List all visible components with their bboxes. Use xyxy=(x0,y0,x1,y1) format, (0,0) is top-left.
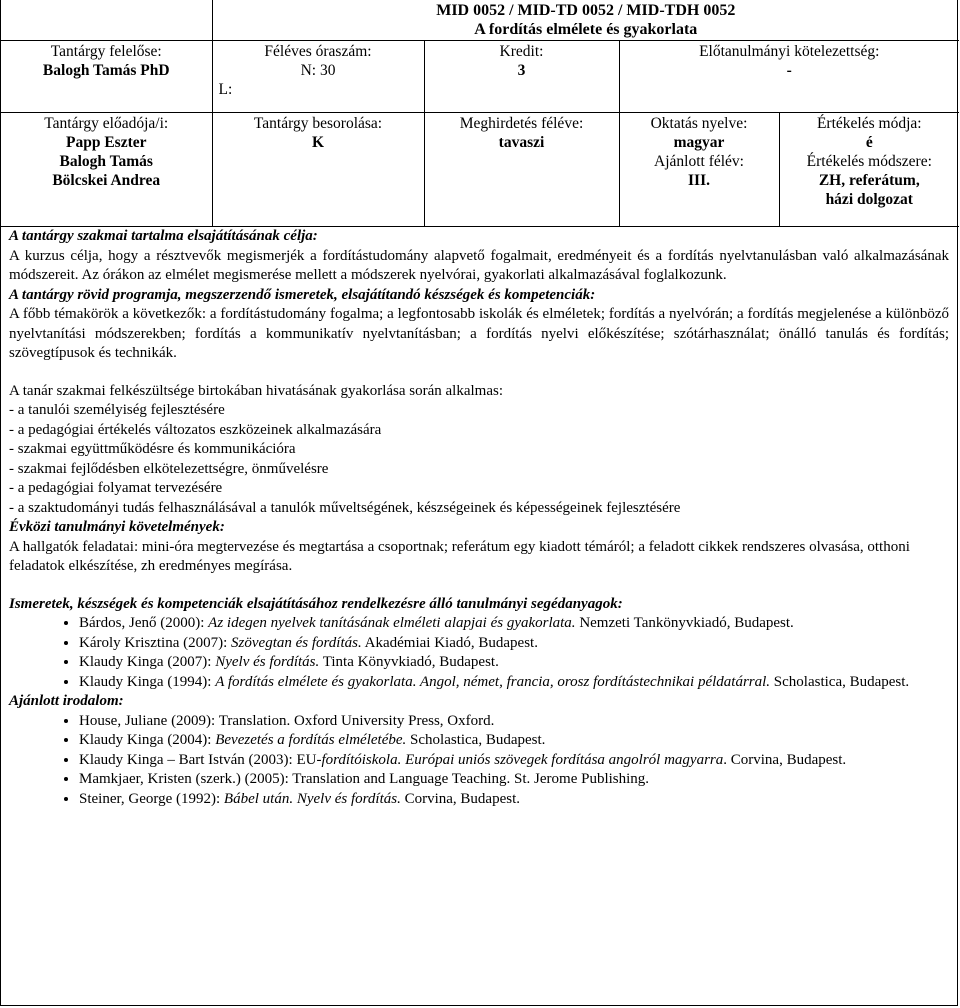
materials-title: Ismeretek, készségek és kompetenciák elsajátításához rendelkezésre álló tanulmányi segédanyagok: xyxy=(9,595,623,612)
language-value: magyar xyxy=(673,134,725,151)
responsible-cell xyxy=(1,41,212,113)
semester-cell xyxy=(424,113,619,227)
prereq-label: Előtanulmányi kötelezettség: xyxy=(699,43,880,60)
aim-title: A tantárgy szakmai tartalma elsajátításának célja: xyxy=(9,228,318,244)
assessment-cell xyxy=(779,113,959,227)
course-title: A fordítás elmélete és gyakorlata xyxy=(474,21,698,38)
list-item: • House, Juliane (2009): Translation. Oxford University Press, Oxford. xyxy=(79,712,949,732)
lecturer-label: Tantárgy előadója/i: xyxy=(44,115,169,132)
credit-value: 3 xyxy=(517,62,526,79)
lecturer-name: Balogh Tamás xyxy=(59,153,153,170)
aim-section xyxy=(1,227,957,286)
credit-cell xyxy=(424,41,619,113)
list-item: • Károly Krisztina (2007): Szövegtan és fordítás. Akadémiai Kiadó, Budapest. xyxy=(79,634,949,654)
hours-label: Féléves óraszám: xyxy=(264,43,372,60)
list-item: • Klaudy Kinga (1994): A fordítás elmélete és gyakorlata. Angol, német, francia, orosz fordítástechnikai példatárral. Scholastica, Budapest. xyxy=(79,673,949,693)
aim-text: A kurzus célja, hogy a résztvevők megismerjék a fordítástudomány alapvető fogalmait, eredményeit és a fordítás nyelvtanulásban való alkalmazásának módszereit. Az órákon az elmélet megismerése mellett a módszerek nyelvórai, gyakorlati alkalmazásával foglalkozunk. xyxy=(9,247,949,283)
competence-item: - a tanulói személyiség fejlesztésére xyxy=(9,402,225,418)
list-item: • Bárdos, Jenő (2000): Az idegen nyelvek tanításának elméleti alapjai és gyakorlata. Nemzeti Tankönyvkiadó, Budapest. xyxy=(79,614,949,634)
semester-value: tavaszi xyxy=(498,134,545,151)
list-item: • Mamkjaer, Kristen (szerk.) (2005): Translation and Language Teaching. St. Jerome Publishing. xyxy=(79,770,949,790)
course-code: MID 0052 / MID-TD 0052 / MID-TDH 0052 xyxy=(436,2,736,19)
assessment-label: Értékelés módja: xyxy=(816,115,922,132)
competence-item: - a pedagógiai folyamat tervezésére xyxy=(9,480,223,496)
course-title-cell xyxy=(212,0,959,41)
recommended-semester-label: Ajánlott félév: xyxy=(654,153,744,170)
competence-item: - a szaktudományi tudás felhasználásával a tanulók műveltségének, készségeinek és képességeinek fejlesztésére xyxy=(9,499,681,516)
requirements-section xyxy=(1,518,957,595)
responsible-label: Tantárgy felelőse: xyxy=(50,43,162,60)
competence-item: - a pedagógiai értékelés változatos eszközeinek alkalmazására xyxy=(9,421,382,438)
recommended-semester-value: III. xyxy=(688,172,710,189)
hours-n: N: 30 xyxy=(300,62,336,79)
materials-list xyxy=(9,614,949,692)
assessment-value: é xyxy=(865,134,873,151)
list-item: • Steiner, George (1992): Bábel után. Nyelv és fordítás. Corvina, Budapest. xyxy=(79,790,949,810)
recommended-section xyxy=(1,692,957,809)
lecturer-cell xyxy=(1,113,212,227)
materials-section xyxy=(1,595,957,693)
requirements-title: Évközi tanulmányi követelmények: xyxy=(9,519,225,535)
responsible-name: Balogh Tamás PhD xyxy=(42,62,170,79)
list-item: • Klaudy Kinga (2007): Nyelv és fordítás. Tinta Könyvkiadó, Budapest. xyxy=(79,653,949,673)
semester-label: Meghirdetés féléve: xyxy=(459,115,584,132)
language-cell xyxy=(619,113,779,227)
classification-label: Tantárgy besorolása: xyxy=(253,115,383,132)
assessment-method-label: Értékelés módszere: xyxy=(806,153,932,170)
credit-label: Kredit: xyxy=(499,43,544,60)
recommended-list xyxy=(9,712,949,810)
hours-l: L: xyxy=(218,81,233,98)
language-label: Oktatás nyelve: xyxy=(650,115,748,132)
prereq-value: - xyxy=(786,62,792,79)
course-header-table xyxy=(1,0,959,227)
competence-item: - szakmai együttműködésre és kommunikációra xyxy=(9,441,296,457)
classification-value: K xyxy=(311,134,325,151)
hours-cell xyxy=(212,41,424,113)
competence-intro: A tanár szakmai felkészültsége birtokában hivatásának gyakorlása során alkalmas: xyxy=(9,382,503,399)
program-section xyxy=(1,286,957,519)
lecturer-name: Papp Eszter xyxy=(65,134,147,151)
program-title: A tantárgy rövid programja, megszerzendő ismeretek, elsajátítandó készségek és kompetenciák: xyxy=(9,286,596,303)
list-item: • Klaudy Kinga – Bart István (2003): EU-fordítóiskola. Európai uniós szövegek fordítása angolról magyarra. Corvina, Budapest. xyxy=(79,751,949,771)
prereq-cell xyxy=(619,41,959,113)
program-text: A főbb témakörök a következők: a fordítástudomány fogalma; a legfontosabb iskolák és elméletek; fordítás a nyelvórán; a fordítás megjelenése a különböző nyelvtanítási módszerekben; fordítás a kommunikatív nyelvtanításban; a fordítás nyelvi előkészítése; szótárhasználat; önálló tanulás és fordítás; szövegtípusok és technikák. xyxy=(9,306,949,361)
competence-item: - szakmai fejlődésben elkötelezettségre, önművelésre xyxy=(9,460,329,477)
assessment-method-value: ZH, referátum, xyxy=(818,172,920,189)
requirements-text: A hallgatók feladatai: mini-óra megtervezése és megtartása a csoportnak; referátum egy kiadott témáról; a feladott cikkek rendszeres olvasása, otthoni feladatok elkészítése, zh eredményes megírása. xyxy=(9,538,910,574)
lecturer-name: Bölcskei Andrea xyxy=(52,172,161,189)
recommended-title: Ajánlott irodalom: xyxy=(9,693,124,709)
assessment-method-value: házi dolgozat xyxy=(825,191,913,208)
classification-cell xyxy=(212,113,424,227)
list-item: • Klaudy Kinga (2004): Bevezetés a fordítás elméletébe. Scholastica, Budapest. xyxy=(79,731,949,751)
